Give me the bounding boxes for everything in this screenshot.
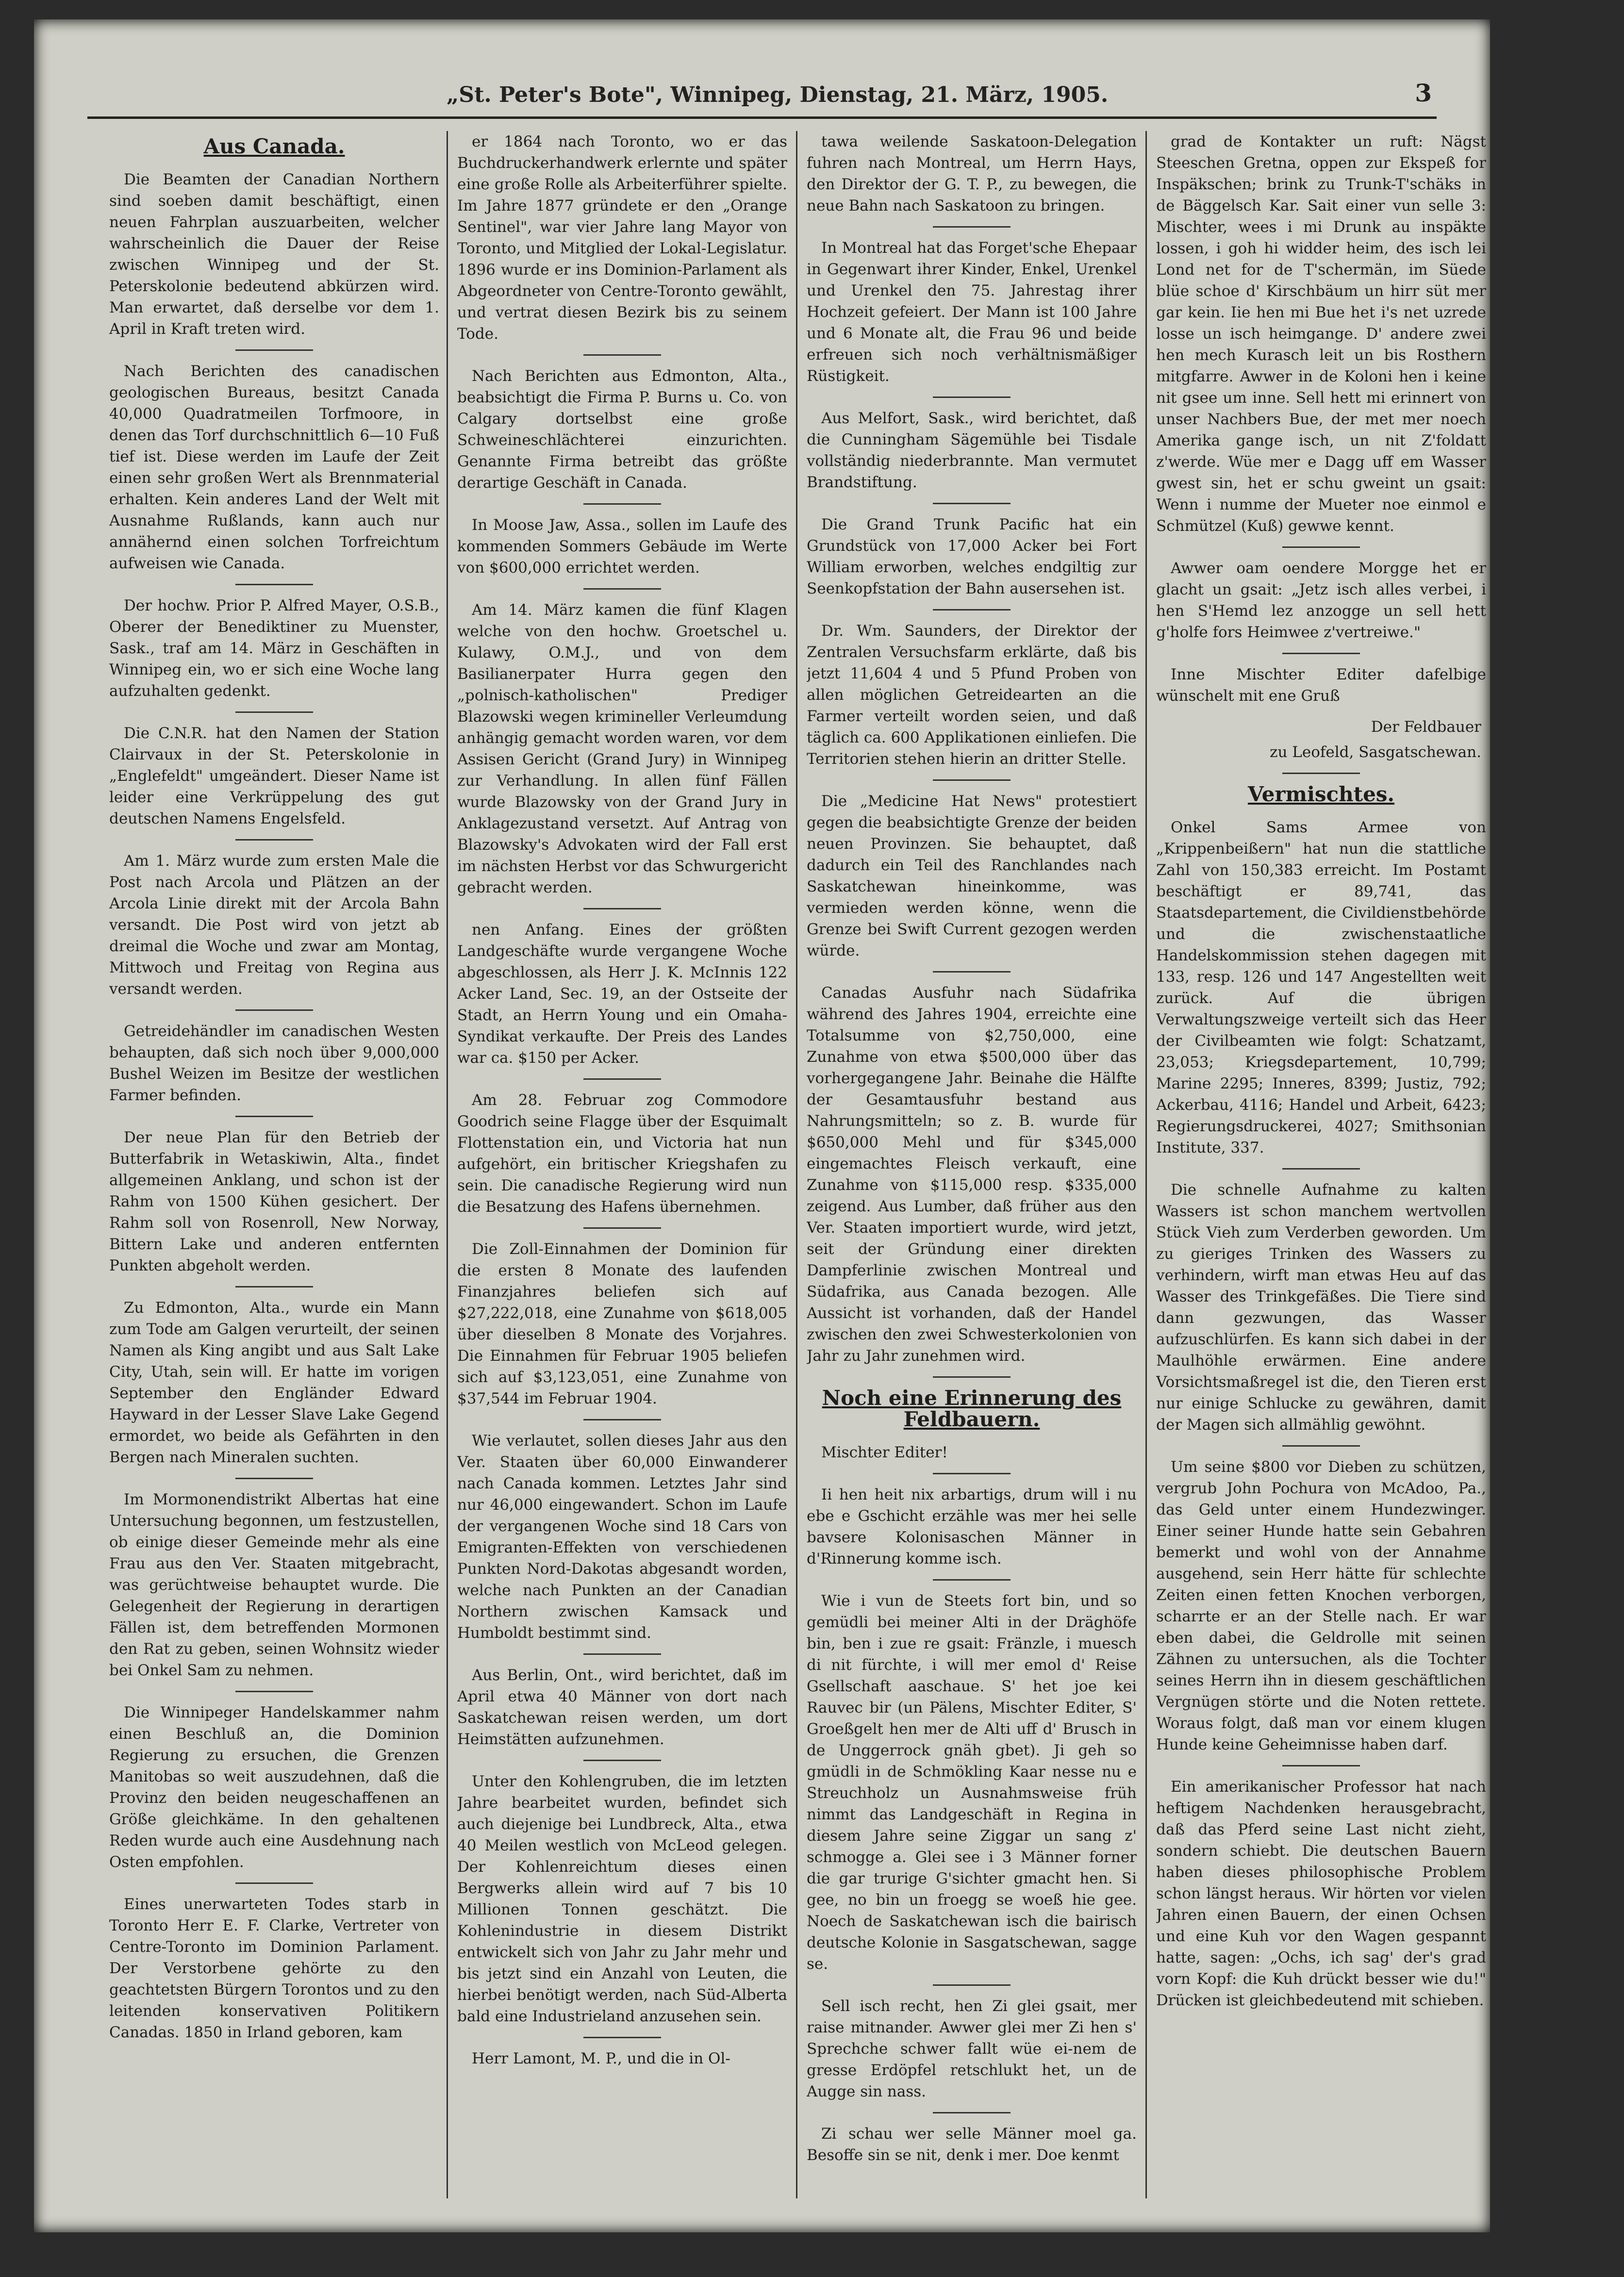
signature-line: Der Feldbauer — [1371, 718, 1481, 736]
article-paragraph: Awwer oam oendere Morgge het er glacht un gsait: „Jetz isch alles verbei, i hen S'Hemd lez anzogge un sell hett g'holfe fors Heimwee z'vertreiwe." — [1156, 560, 1486, 641]
article-paragraph: Nach Berichten des canadischen geologischen Bureaus, besitzt Canada 40,000 Quadratmeilen Torfmoore, in denen das Torf durchschnittlich 6—10 Fuß tief ist. Diese werden im Laufe der Zeit einen sehr großen Wert als Brennmaterial erhalten. Kein anderes Land der Welt mit Ausnahme Rußlands, kann auch nur annähernd einen solchen Torfreichtum aufweisen wie Canada. — [109, 363, 439, 572]
column-2 — [457, 131, 787, 2198]
column-3 — [807, 131, 1137, 2198]
masthead-title: „St. Peter's Bote", Winnipeg, Dienstag, 21. März, 1905. — [447, 82, 1109, 107]
article-separator — [583, 1419, 661, 1420]
article-separator — [933, 1579, 1011, 1581]
article-paragraph: Sell isch recht, hen Zi glei gsait, mer raise mitnander. Awwer glei mer Zi hen s' Sprechche schwer fallt wüe ei-nem de gresse Erdöpfel retschlukt het, un de Augge sin nass. — [807, 1997, 1137, 2100]
article-separator — [583, 1760, 661, 1761]
article-paragraph: Onkel Sams Armee von „Krippenbeißern" hat nun die stattliche Zahl von 150,383 erreicht. Im Postamt beschäftigt er 89,741, das Staatsdepartement, die Civildienstbehörde und die zwischenstaatliche Handelskommission stehen dagegen mit 133, resp. 126 und 147 Angestellten weit zurück. Auf die übrigen Verwaltungszweige verteilt sich das Heer der Civilbeamten wie folgt: Schatzamt, 23,053; Kriegsdepartement, 10,799; Marine 2295; Inneres, 8399; Justiz, 792; Ackerbau, 4116; Handel und Arbeit, 6423; Regierungsdruckerei, 4027; Smithsonian Institute, 337. — [1156, 819, 1486, 1156]
article-paragraph: Um seine $800 vor Dieben zu schützen, vergrub John Pochura von McAdoo, Pa., das Geld unter einem Hundezwinger. Einer seiner Hunde hatte sein Gebahren bemerkt und wohl von der Annahme ausgehend, sein Herr hätte für schlechte Zeiten einen fetten Knochen verborgen, scharrte er an der Stelle nach. Er war eben dabei, die Geldrolle mit seinen Zähnen zu untersuchen, als die Tochter seines Herrn ihn in diesem geschäftlichen Vergnügen störte und die Noten rettete. Woraus folgt, daß man vor einem klugen Hunde keine Geheimnisse haben darf. — [1156, 1458, 1486, 1753]
article-paragraph: Zu Edmonton, Alta., wurde ein Mann zum Tode am Galgen verurteilt, der seinen Namen als King angibt und aus Salt Lake City, Utah, sein will. Er hatte im vorigen September den Engländer Edward Hayward in der Lesser Slave Lake Gegend ermordet, wo beide als Gefährten in den Bergen nach Mineralen suchten. — [109, 1299, 439, 1466]
article-separator — [1282, 546, 1360, 548]
article-paragraph: Die Beamten der Canadian Northern sind soeben damit beschäftigt, einen neuen Fahrplan auszuarbeiten, welcher wahrscheinlich die Dauer der Reise zwischen Winnipeg und der St. Peterskolonie bedeutend abkürzen wird. Man erwartet, daß derselbe vor dem 1. April in Kraft treten wird. — [109, 171, 439, 338]
article-paragraph: Am 28. Februar zog Commodore Goodrich seine Flagge über der Esquimalt Flottenstation ein, und Victoria hat nun aufgehört, ein britischer Kriegshafen zu sein. Die canadische Regierung wird nun die Besatzung des Hafens übernehmen. — [457, 1091, 787, 1216]
article-paragraph: In Montreal hat das Forget'sche Ehepaar in Gegenwart ihrer Kinder, Enkel, Urenkel und Urenkel den 75. Jahrestag ihrer Hochzeit gefeiert. Der Mann ist 100 Jahre und 6 Monate alt, die Frau 96 und beide erfreuen sich noch verhältnismäßiger Rüstigkeit. — [807, 239, 1137, 385]
article-separator — [933, 503, 1011, 504]
article-separator — [933, 1376, 1011, 1378]
article-paragraph: Die Zoll-Einnahmen der Dominion für die ersten 8 Monate des laufenden Finanzjahres beliefen sich auf $27,222,018, eine Zunahme von $618,005 über dieselben 8 Monate des Vorjahres. Die Einnahmen für Februar 1905 beliefen sich auf $3,123,051, eine Zunahme von $37,544 im Februar 1904. — [457, 1240, 787, 1407]
article-paragraph: Aus Melfort, Sask., wird berichtet, daß die Cunningham Sägemühle bei Tisdale vollständig niederbrannte. Man vermutet Brandstiftung. — [807, 410, 1137, 491]
article-paragraph: Der hochw. Prior P. Alfred Mayer, O.S.B., Oberer der Benediktiner zu Muenster, Sask., traf am 14. März in Geschäften in Winnipeg ein, wo er sich eine Woche lang aufzuhalten gedenkt. — [109, 597, 439, 700]
masthead — [87, 73, 1437, 119]
article-paragraph: Die Grand Trunk Pacific hat ein Grundstück von 17,000 Acker bei Fort William erworben, welches endgiltig zur Seenkopfstation der Bahn ausersehen ist. — [807, 516, 1137, 597]
article-paragraph: Im Mormonendistrikt Albertas hat eine Untersuchung begonnen, um festzustellen, ob einige dieser Gemeinde mehr als eine Frau aus den Ver. Staaten mitgebracht, was gerüchtweise behauptet wurde. Die Gelegenheit der Regierung in derartigen Fällen ist, dem betreffenden Mormonen den Rat zu geben, seinen Wohnsitz wieder bei Onkel Sam zu nehmen. — [109, 1491, 439, 1679]
article-paragraph: nen Anfang. Eines der größten Landgeschäfte wurde vergangene Woche abgeschlossen, als Herr J. K. McInnis 122 Acker Land, Sec. 19, an der Ostseite der Stadt, an Herrn Young und ein Omaha-Syndikat verkaufte. Der Preis des Landes war ca. $150 per Acker. — [457, 921, 787, 1067]
article-paragraph: Am 1. März wurde zum ersten Male die Post nach Arcola und Plätzen an der Arcola Linie direkt mit der Arcola Bahn versandt. Die Post wird von jetzt ab dreimal die Woche und zwar am Montag, Mittwoch und Freitag von Regina aus versandt werden. — [109, 852, 439, 998]
article-separator — [583, 354, 661, 356]
article-separator — [235, 349, 313, 351]
article-separator — [1282, 1168, 1360, 1170]
column-4 — [1156, 131, 1486, 2198]
article-separator — [235, 1009, 313, 1011]
article-separator — [583, 1078, 661, 1080]
section-heading: Aus Canada. — [203, 134, 345, 158]
article-paragraph: In Moose Jaw, Assa., sollen im Laufe des kommenden Sommers Gebäude im Werte von $600,000 errichtet werden. — [457, 516, 787, 577]
article-paragraph: Herr Lamont, M. P., und die in Ol- — [472, 2050, 730, 2067]
column-rule — [796, 131, 797, 2198]
column-rule — [1145, 131, 1147, 2198]
article-separator — [583, 503, 661, 505]
article-paragraph: Inne Mischter Editer dafelbige wünschelt mit ene Gruß — [1156, 666, 1486, 705]
article-separator — [1282, 1765, 1360, 1766]
article-separator — [933, 779, 1011, 781]
article-separator — [583, 2037, 661, 2038]
article-separator — [1282, 1445, 1360, 1447]
article-paragraph: Canadas Ausfuhr nach Südafrika während des Jahres 1904, erreichte eine Totalsumme von $2,750,000, eine Zunahme von etwa $500,000 über das vorhergegangene Jahr. Beinahe die Hälfte der Gesamtausfuhr bestand aus Nahrungsmitteln; so z. B. wurde für $650,000 Mehl und für $345,000 eingemachtes Fleisch verkauft, eine Zunahme von $115,000 resp. $335,000 zeigend. Aus Lumber, daß früher aus den Ver. Staaten importiert wurde, wird jetzt, seit der Gründung einer direkten Dampferlinie zwischen Montreal und Südafrika, aus Canada bezogen. Alle Aussicht ist vorhanden, daß der Handel zwischen den zwei Schwesterkolonien von Jahr zu Jahr zunehmen wird. — [807, 984, 1137, 1365]
article-paragraph: Getreidehändler im canadischen Westen behaupten, daß sich noch über 9,000,000 Bushel Weizen im Besitze der westlichen Farmer befinden. — [109, 1023, 439, 1104]
article-paragraph: Unter den Kohlengruben, die im letzten Jahre bearbeitet wurden, befindet sich auch diejenige bei Lundbreck, Alta., etwa 40 Meilen westlich von McLeod gelegen. Der Kohlenreichtum dieses einen Bergwerks allein wird auf 7 bis 10 Millionen Tonnen geschätzt. Die Kohlenindustrie in diesem Distrikt entwickelt sich von Jahr zu Jahr mehr und bis jetzt sind ein Anzahl von Leuten, die hierbei benötigt werden, nach Süd-Alberta bald eine Industrieland anzusehen sein. — [457, 1773, 787, 2025]
article-paragraph: Aus Berlin, Ont., wird berichtet, daß im April etwa 40 Männer von dort nach Saskatchewan reisen werden, um dort Heimstätten aufzunehmen. — [457, 1666, 787, 1748]
article-separator — [1282, 653, 1360, 654]
article-paragraph: Zi schau wer selle Männer moel ga. Besoffe sin se nit, denk i mer. Doe kenmt — [807, 2125, 1137, 2164]
article-separator — [933, 226, 1011, 228]
article-paragraph: Ein amerikanischer Professor hat nach heftigem Nachdenken herausgebracht, daß das Pferd seine Last nicht zieht, sondern schiebt. Die deutschen Bauern haben dieses philosophische Problem schon längst heraus. Wir hörten vor vielen Jahren einen Bauern, der einen Ochsen und eine Kuh vor den Wagen gespannt hatte, sagen: „Ochs, ich sag' der's grad vorn Kopf: die Kuh drückt besser wie du!" Drücken ist gleichbedeutend mit schieben. — [1156, 1778, 1486, 2009]
article-paragraph: tawa weilende Saskatoon-Delegation fuhren nach Montreal, um Herrn Hays, den Direktor der G. T. P., zu bewegen, die neue Bahn nach Saskatoon zu bringen. — [807, 133, 1137, 214]
article-paragraph: Dr. Wm. Saunders, der Direktor der Zentralen Versuchsfarm erklärte, daß bis jetzt 11,604 4 und 5 Pfund Proben von allen möglichen Getreidearten an die Farmer verteilt worden seien, und daß täglich ca. 600 Applikationen einliefen. Die Territorien stehen hierin an dritter Stelle. — [807, 622, 1137, 768]
article-paragraph: Nach Berichten aus Edmonton, Alta., beabsichtigt die Firma P. Burns u. Co. von Calgary dortselbst eine große Schweineschlächterei einzurichten. Genannte Firma betreibt das größte derartige Geschäft in Canada. — [457, 367, 787, 492]
article-separator — [933, 971, 1011, 973]
article-separator — [933, 396, 1011, 398]
article-separator — [235, 839, 313, 841]
article-separator — [583, 588, 661, 590]
article-separator — [583, 1653, 661, 1655]
article-separator — [235, 584, 313, 585]
column-rule — [447, 131, 448, 2198]
article-separator — [933, 609, 1011, 610]
section-heading: Vermischtes. — [1247, 782, 1395, 806]
article-paragraph: Wie i vun de Steets fort bin, und so gemüdli bei meiner Alti in der Dräghöfe bin, ben i zue re gsait: Fränzle, i muesch di nit fürchte, i will mer emol d' Reise Gsellschaft aaschaue. S' het joe kei Rauvec bir (un Pälens, Mischter Editer, S' Groeßgelt hen mer de Alti uff d' Brusch in de Unggerrock gnäh gbet). Ji geh so gmüdli in de Schmökling Kaar nesse nu e Streuchholz un Ausnahmsweise früh nimmt das Landgeschäft in Regina in diesem Jahre seine Ziggar un sang z' schmogge a. Glei see i 3 Männer forner die gar trurige G'sichter gmacht hen. Si gee, no bin un froegg se woeß hie gee. Noech de Saskatchewan isch die bairisch deutsche Kolonie in Sasgatschewan, sagge se. — [807, 1592, 1137, 1973]
article-separator — [583, 1227, 661, 1229]
article-separator — [235, 1882, 313, 1884]
article-separator — [235, 1116, 313, 1117]
article-paragraph: Eines unerwarteten Todes starb in Toronto Herr E. F. Clarke, Vertreter von Centre-Toronto im Dominion Parlament. Der Verstorbene gehörte zu den geachtetsten Bürgern Torontos und zu den leitenden konservativen Politikern Canadas. 1850 in Irland geboren, kam — [109, 1896, 439, 2041]
article-separator — [235, 1286, 313, 1287]
signature-line: zu Leofeld, Sasgatschewan. — [1270, 743, 1481, 761]
article-paragraph: Ii hen heit nix arbartigs, drum will i nu ebe e Gschicht erzähle was mer hei selle bavsere Kolonisaschen Männer in d'Rinnerung komme isch. — [807, 1486, 1137, 1568]
article-paragraph: Die schnelle Aufnahme zu kalten Wassers ist schon manchem wertvollen Stück Vieh zum Verderben geworden. Um zu gieriges Trinken des Wassers zu verhindern, wirft man etwas Heu auf das Wasser des Trinkgefäßes. Die Tiere sind dann gezwungen, das Wasser aufzuschlürfen. Es kann sich dabei in der Maulhöhle erwärmen. Eine andere Vorsichtsmaßregel ist die, den Tieren erst nur einige Schlucke zu gewähren, damit der Magen sich allmählig gewöhnt. — [1156, 1181, 1486, 1434]
article-separator — [235, 711, 313, 713]
article-separator — [933, 2112, 1011, 2113]
article-paragraph: Die „Medicine Hat News" protestiert gegen die beabsichtigte Grenze der beiden neuen Provinzen. Sie behauptet, daß dadurch ein Teil des Ranchlandes nach Saskatchewan hineinkomme, was vermieden werden könne, wenn die Grenze bei Swift Current gezogen werden würde. — [807, 792, 1137, 959]
article-paragraph: Mischter Editer! — [821, 1444, 948, 1461]
column-1 — [109, 131, 439, 2198]
page-number: 3 — [1415, 79, 1432, 107]
article-separator — [583, 908, 661, 909]
section-heading: Noch eine Erinnerung des Feldbauern. — [822, 1386, 1122, 1431]
article-paragraph: Die Winnipeger Handelskammer nahm einen Beschluß an, die Dominion Regierung zu ersuchen, die Grenzen Manitobas so weit auszudehnen, daß die Provinz den beiden neugeschaffenen an Größe gleichkäme. In den gehaltenen Reden wurde auch eine Ausdehnung nach Osten empfohlen. — [109, 1704, 439, 1871]
article-paragraph: Am 14. März kamen die fünf Klagen welche von den hochw. Groetschel u. Kulawy, O.M.J., und von dem Basilianerpater Hurra gegen den „polnisch-katholischen" Prediger Blazowski wegen krimineller Verleumdung anhängig gemacht worden waren, vor dem Assisen Gericht (Grand Jury) in Winnipeg zur Verhandlung. In allen fünf Fällen wurde Blazowsky von der Grand Jury in Anklagezustand versetzt. Auf Antrag von Blazowsky's Advokaten wird der Fall erst im nächsten Herbst vor das Schwurgericht gebracht werden. — [457, 601, 787, 896]
article-separator — [1282, 773, 1360, 774]
article-separator — [933, 1473, 1011, 1474]
article-paragraph: er 1864 nach Toronto, wo er das Buchdruckerhandwerk erlernte und später eine große Rolle als Arbeiterführer spielte. Im Jahre 1877 gründete er den „Orange Sentinel", war vier Jahre lang Mayor von Toronto, und Mitglied der Lokal-Legislatur. 1896 wurde er ins Dominion-Parlament als Abgeordneter von Centre-Toronto gewählt, und vertrat diesen Bezirk bis zu seinem Tode. — [457, 133, 787, 343]
article-paragraph: Die C.N.R. hat den Namen der Station Clairvaux in der St. Peterskolonie in „Englefeldt" umgeändert. Dieser Name ist leider eine Verkrüppelung des gut deutschen Namens Engelsfeld. — [109, 725, 439, 827]
article-separator — [235, 1691, 313, 1692]
article-paragraph: Wie verlautet, sollen dieses Jahr aus den Ver. Staaten über 60,000 Einwanderer nach Canada kommen. Letztes Jahr sind nur 46,000 eingewandert. Schon im Laufe der vergangenen Woche sind 18 Cars von Emigranten-Effekten von verschiedenen Punkten Nord-Dakotas abgesandt worden, welche nach Punkten an der Canadian Northern zwischen Kamsack und Humboldt bestimmt sind. — [457, 1432, 787, 1642]
article-paragraph: Der neue Plan für den Betrieb der Butterfabrik in Wetaskiwin, Alta., findet allgemeinen Anklang, und schon ist der Rahm von 1500 Kühen gesichert. Der Rahm soll von Rosenroll, New Norway, Bittern Lake und anderen entfernten Punkten abgeholt werden. — [109, 1129, 439, 1274]
article-separator — [933, 1984, 1011, 1986]
article-paragraph: grad de Kontakter un ruft: Nägst Steeschen Gretna, oppen zur Ekspeß for Inspäkschen; brink zu Trunk-T'schäks in de Bäggelsch Kar. Sait einer vun selle 3: Mischter, wees i mi Drunk au inspäkte lossen, i goh hi widder heim, des isch lei Lond net for de T'schermän, im Süede blüe schoe d' Kirschbäum un hirr süt mer gar kein. Iie hen mi Bue het i's net uzrede losse un isch heimgange. D' andere zwei hen mech Kurasch leit un bis Rosthern mitgfarre. Awwer in de Koloni hen i keine nit gsee um inne. Sell hett mi erinnert von unser Nachbers Bue, der met mer noech Amerika gange isch, un nit Z'foldatt z'werde. Wüe mer e Dagg uff em Wasser gwest sin, het er schu gweint un gsait: Wenn i numme der Mueter noe einmol e Schmützel (Kuß) gewwe kennt. — [1156, 133, 1486, 535]
article-separator — [235, 1478, 313, 1479]
